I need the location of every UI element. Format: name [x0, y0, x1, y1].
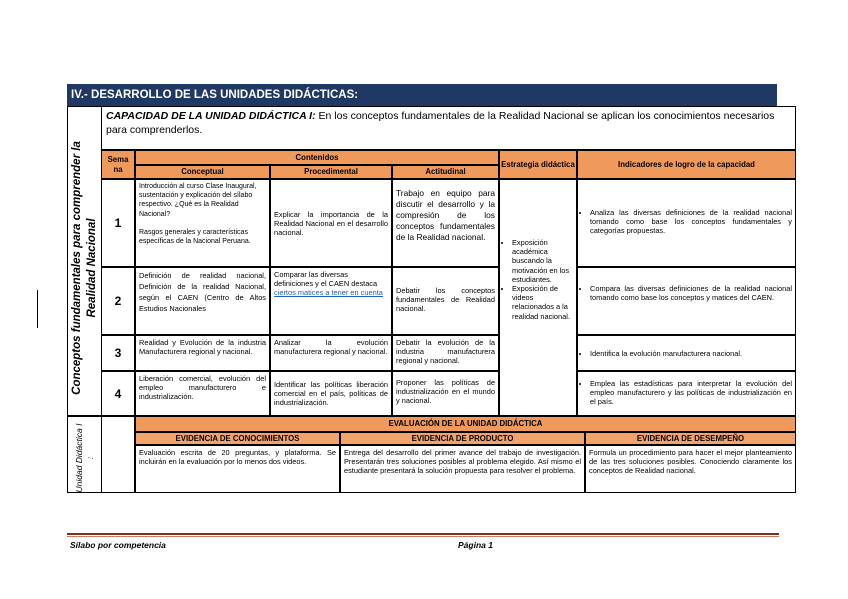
row4-procedimental: Identificar las políticas liberación comercial en el país, políticas de industrialización.	[270, 371, 392, 416]
estrategia-header	[499, 150, 577, 179]
estrategia-item-2: • Exposición de videos relacionados a la realidad nacional.	[512, 284, 573, 321]
evaluacion-spacer	[101, 416, 135, 493]
unit-side-label: Conceptos fundamentales para comprender la Realidad Nacional	[71, 141, 98, 395]
row4-indicador-text: • Emplea las estadísticas para interpretar la evolución del empleo manufacturero y las políticas de industrialización en el país.	[590, 379, 792, 407]
row2-procedimental-text: Comparar las diversas definiciones y el CAEN destaca	[274, 270, 378, 289]
row3-actitudinal: Debatir la evolución de la industria manufacturera regional y nacional.	[392, 335, 499, 371]
contenidos-header: Contenidos	[135, 150, 499, 165]
row1-procedimental: Explicar la importancia de la Realidad Nacional en el desarrollo nacional.	[270, 179, 392, 267]
footer-left: Sílabo por competencia	[70, 540, 166, 550]
row4-actitudinal: Proponer las políticas de industrialización en el mundo y nacional.	[392, 371, 499, 416]
row3-procedimental: Analizar la evolución manufacturera regional y nacional.	[270, 335, 392, 371]
row4-indicador	[577, 371, 796, 416]
semana-header-text: Semana	[107, 154, 129, 174]
row1-conceptual: Introducción al curso Clase Inaugural, sustentación y explicación del sílabo respectivo. ¿Qué es la Realidad Nacional? Rasgos generales y características específicas de la Nacional Peruana.	[135, 179, 270, 267]
row2-indicador	[577, 267, 796, 335]
capacidad-label: CAPACIDAD DE LA UNIDAD DIDÁCTICA I:	[106, 110, 316, 122]
evaluacion-title: EVALUACIÓN DE LA UNIDAD DIDÁCTICA	[135, 416, 796, 432]
conocimientos-text: Evaluación escrita de 20 preguntas, y plataforma. Se incluirán en la evaluación por lo menos dos videos.	[135, 445, 340, 493]
semana-4: 4	[101, 371, 135, 416]
producto-header: EVIDENCIA DE PRODUCTO	[340, 432, 585, 445]
row3-indicador	[577, 335, 796, 371]
estrategia-header-text: Estrategia didáctica	[501, 159, 575, 169]
footer-rule	[67, 533, 779, 535]
actitudinal-header: Actitudinal	[392, 165, 499, 179]
desempeno-header: EVIDENCIA DE DESEMPEÑO	[585, 432, 796, 445]
row3-indicador-text: • Identifica la evolución manufacturera nacional.	[590, 349, 792, 358]
row2-procedimental-link[interactable]: ciertos matices a tener en cuenta	[274, 288, 383, 298]
footer-rule-thin	[67, 536, 779, 537]
row2-actitudinal: Debatir los conceptos fundamentales de Realidad nacional.	[392, 267, 499, 335]
conocimientos-header: EVIDENCIA DE CONOCIMIENTOS	[135, 432, 340, 445]
procedimental-header: Procedimental	[270, 165, 392, 179]
row3-conceptual: Realidad y Evolución de la industria Manufacturera regional y nacional.	[135, 335, 270, 371]
row2-indicador-text: • Compara las diversas definiciones de la realidad nacional tomando como base los conceptos y matices del CAEN.	[590, 284, 792, 302]
unidad-side-label: Unidad Didáctica I :	[74, 423, 95, 493]
unit-side-band	[67, 106, 102, 416]
capacidad-text: En los conceptos fundamentales de la Realidad Nacional se aplican los conocimientos necesarios para comprenderlos.	[106, 110, 775, 136]
semana-3: 3	[101, 335, 135, 371]
unidad-side-band	[67, 416, 102, 493]
indicadores-header	[577, 150, 796, 179]
semana-header	[101, 150, 135, 179]
row4-conceptual: Liberación comercial, evolución del empleo manufacturero e industrialización.	[135, 371, 270, 416]
row1-actitudinal: Trabajo en equipo para discutir el desarrollo y la compresión de los conceptos fundamentales de la Realidad nacional.	[392, 179, 499, 267]
row2-conceptual: Definición de realidad nacional, Definición de la realidad Nacional, según el CAEN (Centro de Altos Estudios Nacionales	[135, 267, 270, 335]
semana-1: 1	[101, 179, 135, 267]
section-title: IV.- DESARROLLO DE LAS UNIDADES DIDÁCTICAS:	[67, 84, 777, 106]
indicadores-header-text: Indicadores de logro de la capacidad	[618, 160, 755, 169]
capacidad-box	[101, 106, 796, 150]
row1-indicador-text: • Analiza las diversas definiciones de la realidad nacional tomando como base los conceptos fundamentales y categorías propuestas.	[590, 208, 792, 236]
margin-mark	[37, 290, 38, 328]
conceptual-header: Conceptual	[135, 165, 270, 179]
producto-text: Entrega del desarrollo del primer avance del trabajo de investigación. Presentarán tres soluciones posibles al problema elegido. Así mismo el estudiante presentará la solución propuesta para resolver el problema.	[340, 445, 585, 493]
row1-indicador	[577, 179, 796, 267]
footer-page: Página 1	[458, 540, 493, 550]
estrategia-item-1: • Exposición académica buscando la motivación en los estudiantes.	[512, 238, 573, 284]
row2-procedimental	[270, 267, 392, 335]
desempeno-text: Formula un procedimiento para hacer el mejor planteamiento de las tres soluciones posibles. Conociendo claramente los conceptos de Realidad nacional.	[585, 445, 796, 493]
estrategia-cell	[499, 179, 577, 416]
semana-2: 2	[101, 267, 135, 335]
